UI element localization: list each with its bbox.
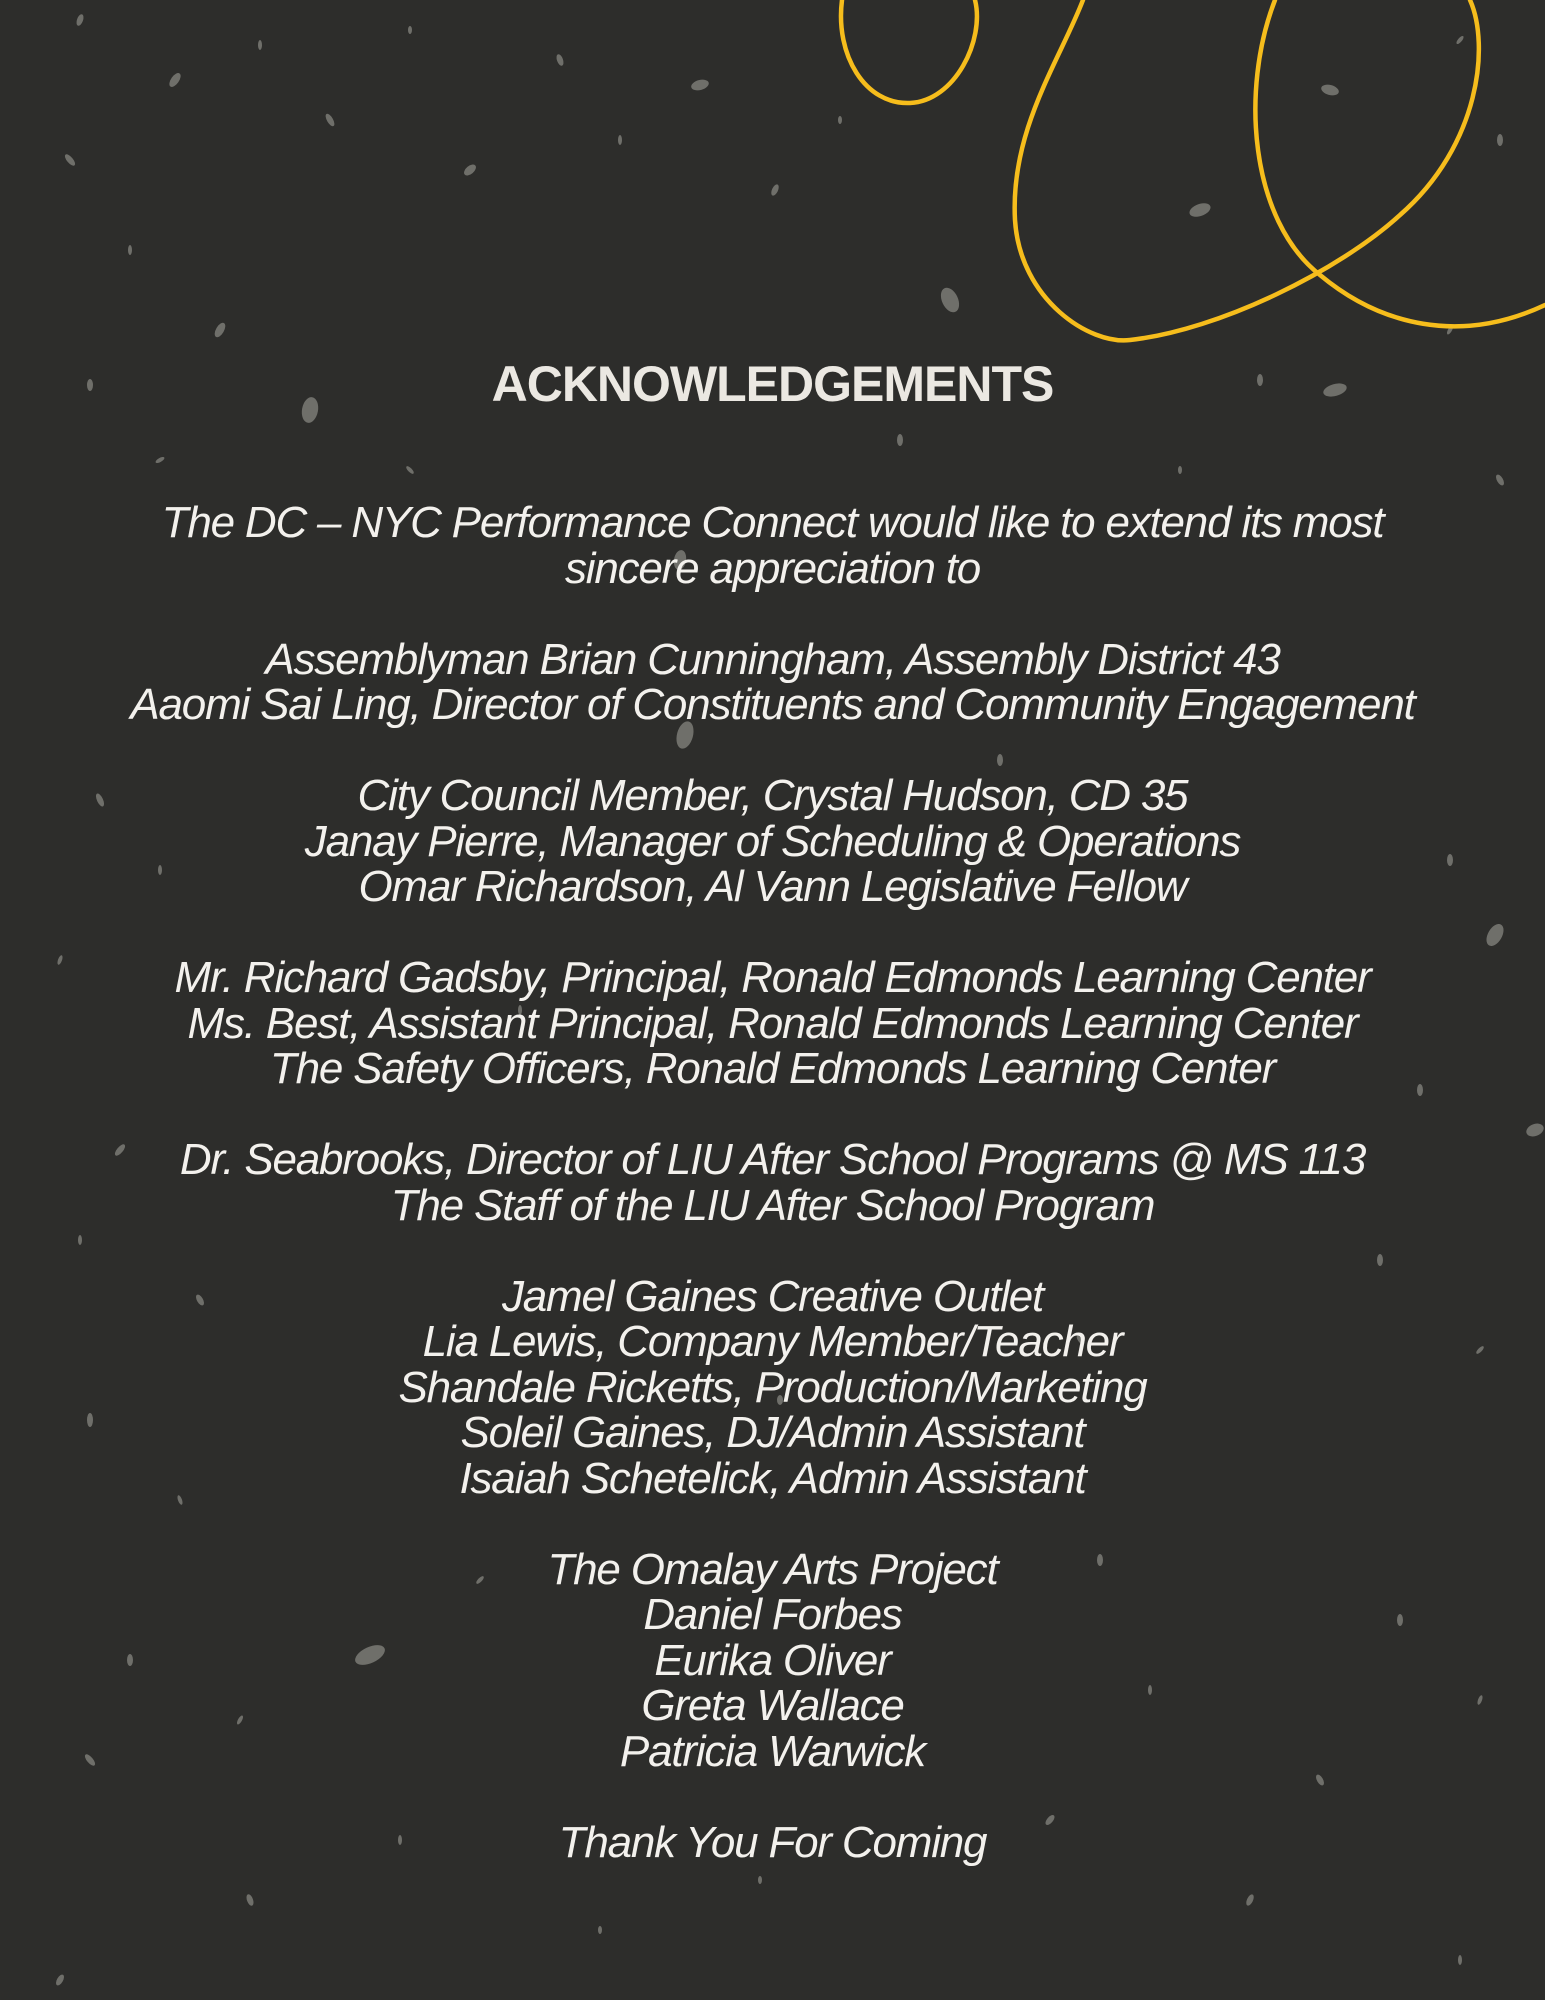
- credit-line: Patricia Warwick: [619, 1726, 926, 1776]
- credit-line: Jamel Gaines Creative Outlet: [501, 1271, 1044, 1321]
- credit-line: Isaiah Schetelick, Admin Assistant: [459, 1453, 1086, 1503]
- credit-line: Dr. Seabrooks, Director of LIU After School Programs @ MS 113: [179, 1135, 1366, 1184]
- credit-line: Ms. Best, Assistant Principal, Ronald Edmonds Learning Center: [187, 998, 1358, 1048]
- credit-line: The Staff of the LIU After School Program: [390, 1180, 1155, 1230]
- credit-line: Assemblyman Brian Cunningham, Assembly District 43: [265, 634, 1280, 684]
- credit-line: The Safety Officers, Ronald Edmonds Learning Center: [269, 1044, 1276, 1093]
- credit-line: Shandale Ricketts, Production/Marketing: [398, 1362, 1147, 1412]
- credit-line: Omar Richardson, Al Vann Legislative Fellow: [358, 862, 1187, 911]
- credit-line: Greta Wallace: [641, 1681, 904, 1730]
- credit-line: Janay Pierre, Manager of Scheduling & Operations: [304, 816, 1241, 866]
- intro-line: The DC – NYC Performance Connect would like to extend its most: [161, 498, 1384, 547]
- credit-line: The Omalay Arts Project: [547, 1544, 998, 1594]
- closing-line: Thank You For Coming: [558, 1817, 987, 1867]
- credit-line: Eurika Oliver: [654, 1635, 891, 1685]
- credit-line: Mr. Richard Gadsby, Principal, Ronald Edmonds Learning Center: [174, 953, 1371, 1002]
- credit-line: Soleil Gaines, DJ/Admin Assistant: [460, 1408, 1085, 1457]
- credit-line: Aaomi Sai Ling, Director of Constituents and Community Engagement: [130, 680, 1415, 729]
- intro-line: sincere appreciation to: [564, 543, 981, 593]
- credit-line: Daniel Forbes: [643, 1590, 902, 1639]
- credit-line: Lia Lewis, Company Member/Teacher: [422, 1317, 1123, 1366]
- acknowledgements-body: [40, 500, 1505, 1865]
- page-title: ACKNOWLEDGEMENTS: [491, 356, 1054, 412]
- credit-line: City Council Member, Crystal Hudson, CD 35: [357, 771, 1188, 820]
